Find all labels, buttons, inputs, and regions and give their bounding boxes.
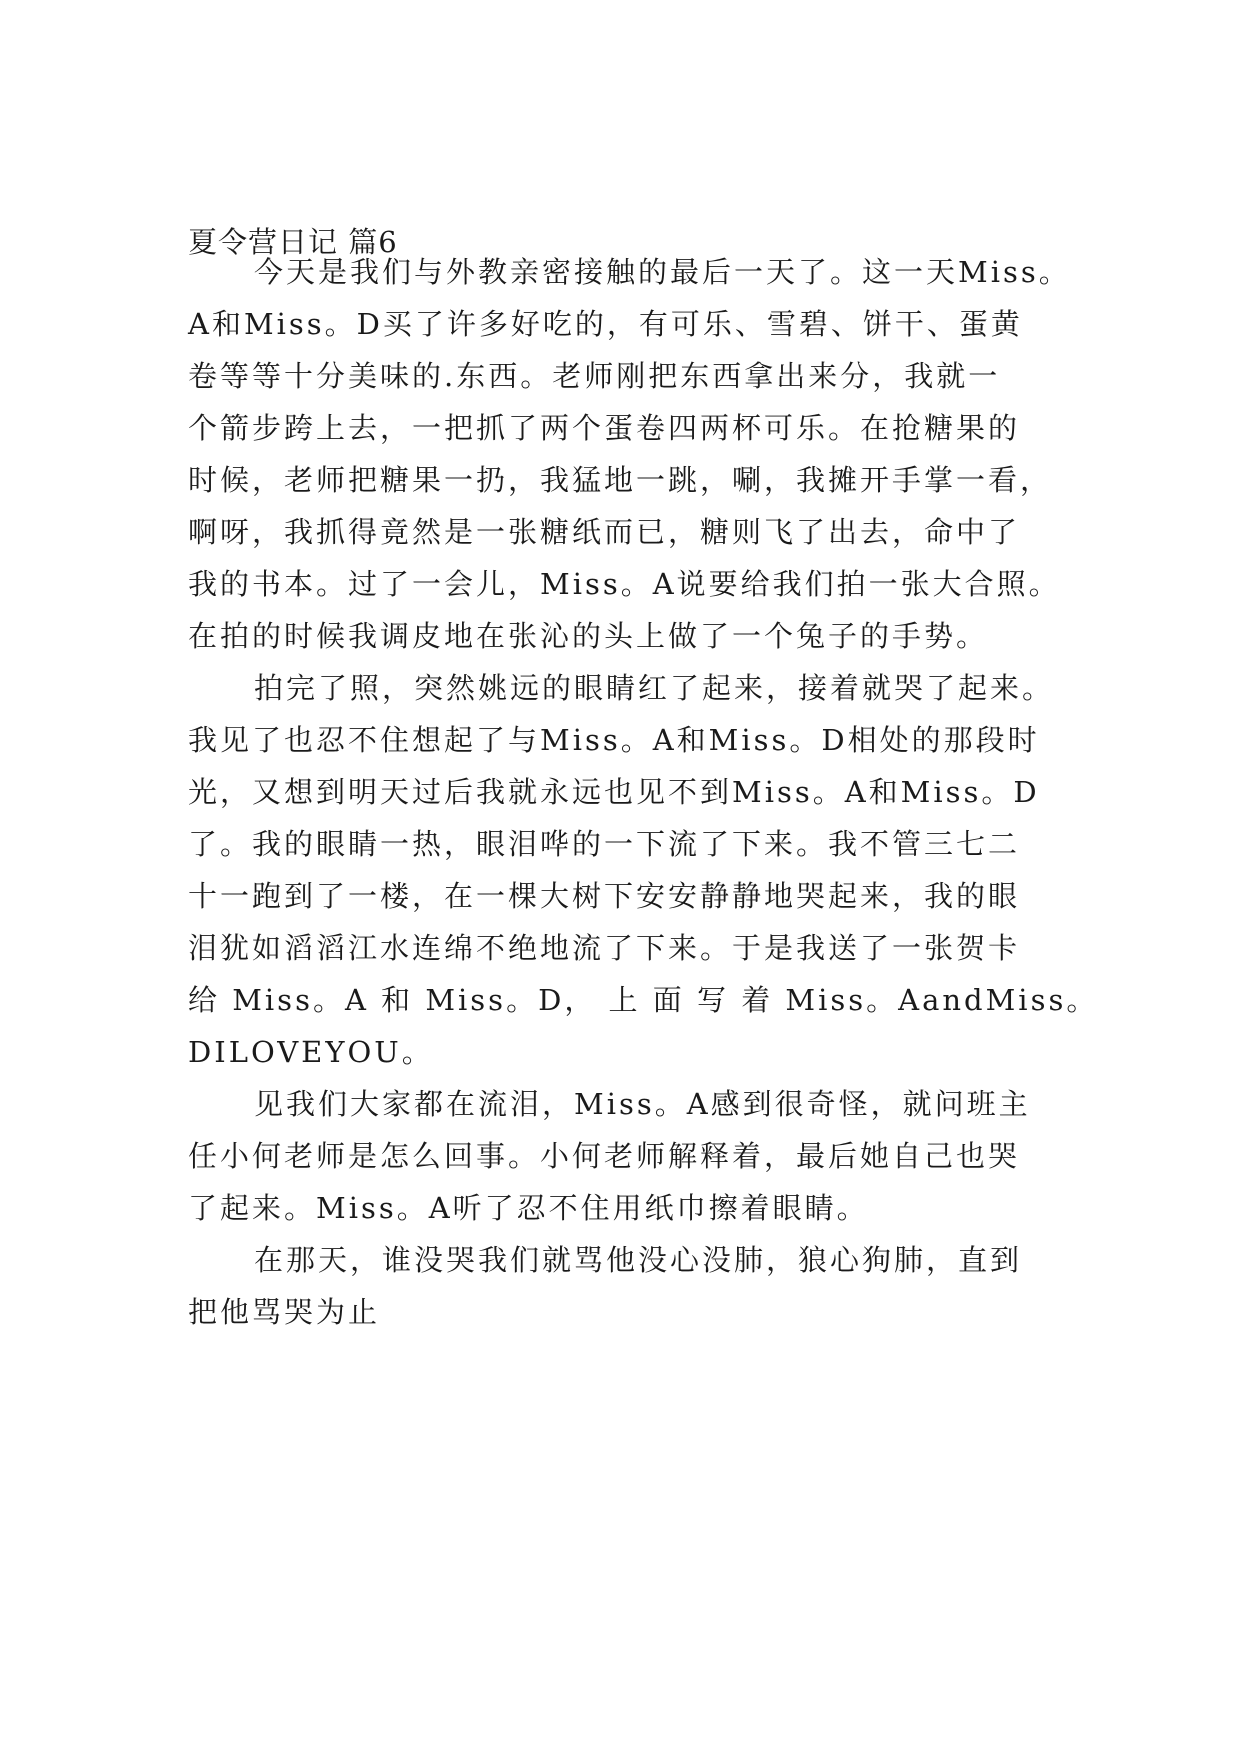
paragraph-line: 时候，老师把糖果一扔，我猛地一跳，唰，我摊开手掌一看， <box>188 463 1053 497</box>
paragraph-line: 给 Miss。A 和 Miss。D， 上 面 写 着 Miss。AandMiss。 <box>188 983 1099 1017</box>
paragraph-line: 任小何老师是怎么回事。小何老师解释着，最后她自己也哭 <box>188 1139 1021 1173</box>
paragraph-line: 卷等等十分美味的.东西。老师刚把东西拿出来分，我就一 <box>188 359 1001 393</box>
document-title: 夏令营日记 篇6 <box>188 225 398 259</box>
paragraph-line: 在那天，谁没哭我们就骂他没心没肺，狼心狗肺，直到 <box>254 1243 1023 1277</box>
paragraph-line: DILOVEYOU。 <box>188 1035 434 1069</box>
paragraph-line: 啊呀，我抓得竟然是一张糖纸而已，糖则飞了出去，命中了 <box>188 515 1021 549</box>
paragraph-line: 把他骂哭为止 <box>188 1295 381 1329</box>
paragraph-line: 十一跑到了一楼，在一棵大树下安安静静地哭起来，我的眼 <box>188 879 1021 913</box>
paragraph-line: 个箭步跨上去，一把抓了两个蛋卷四两杯可乐。在抢糖果的 <box>188 411 1021 445</box>
paragraph-line: 我的书本。过了一会儿，Miss。A说要给我们拍一张大合照。 <box>188 567 1061 601</box>
paragraph-line: 了。我的眼睛一热，眼泪哗的一下流了下来。我不管三七二 <box>188 827 1021 861</box>
paragraph-line: 拍完了照，突然姚远的眼睛红了起来，接着就哭了起来。 <box>254 671 1055 705</box>
paragraph-line: 泪犹如滔滔江水连绵不绝地流了下来。于是我送了一张贺卡 <box>188 931 1021 965</box>
paragraph-line: 今天是我们与外教亲密接触的最后一天了。这一天Miss。 <box>254 255 1071 289</box>
paragraph-line: A和Miss。D买了许多好吃的，有可乐、雪碧、饼干、蛋黄 <box>188 307 1023 341</box>
paragraph-line: 光，又想到明天过后我就永远也见不到Miss。A和Miss。D <box>188 775 1040 809</box>
paragraph-line: 了起来。Miss。A听了忍不住用纸巾擦着眼睛。 <box>188 1191 869 1225</box>
paragraph-line: 见我们大家都在流泪，Miss。A感到很奇怪，就问班主 <box>254 1087 1031 1121</box>
paragraph-line: 在拍的时候我调皮地在张沁的头上做了一个兔子的手势。 <box>188 619 989 653</box>
paragraph-line: 我见了也忍不住想起了与Miss。A和Miss。D相处的那段时 <box>188 723 1040 757</box>
